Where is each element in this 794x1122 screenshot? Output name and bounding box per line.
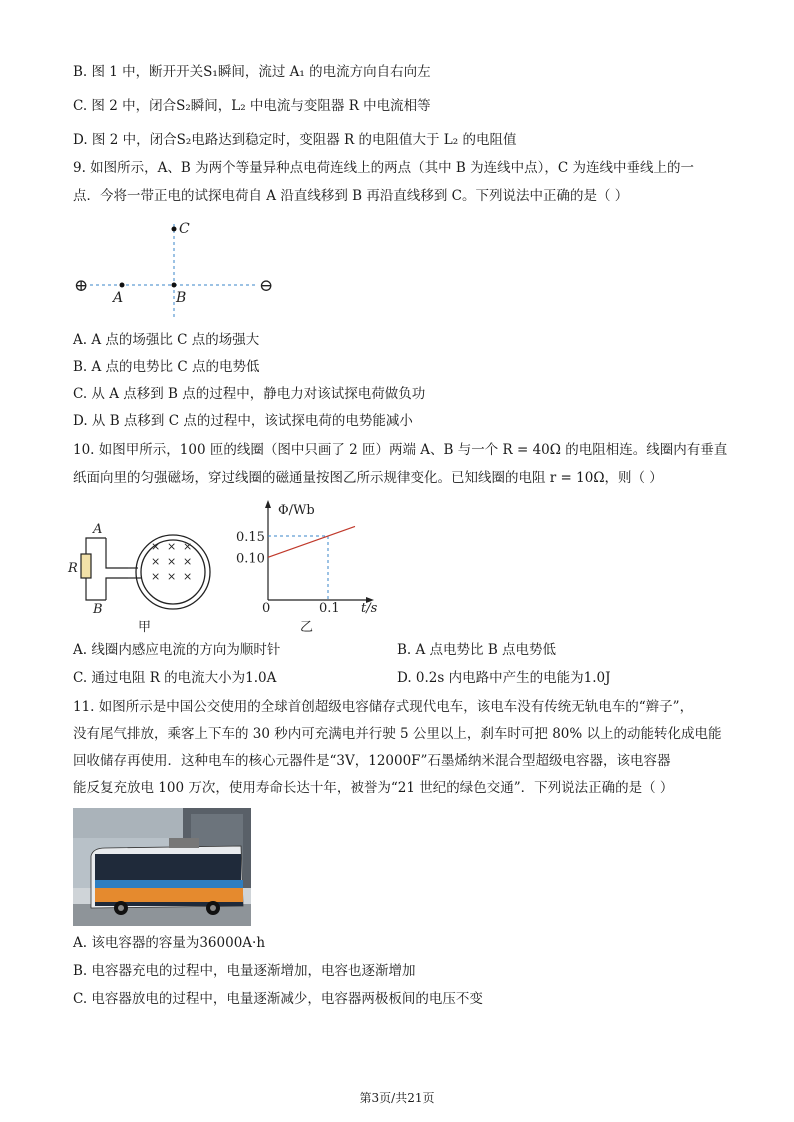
resistor-label: R [68, 561, 78, 576]
q11-stem-line2: 没有尾气排放，乘客上下车的 30 秒内可充满电并行驶 5 公里以上，刹车时可把 80% 以上的动能转化成电能 [73, 726, 722, 742]
q9-stem-line1: 9. 如图所示，A、B 为两个等量异种点电荷连线上的两点（其中 B 为连线中点），C 为连线中垂线上的一 [73, 160, 695, 176]
q9-option-a: A. A 点的场强比 C 点的场强大 [73, 332, 260, 348]
point-b-dot [172, 283, 177, 288]
label-c: C [179, 221, 190, 237]
terminal-a-label: A [93, 522, 103, 537]
q9-stem-line2: 点．今将一带正电的试探电荷自 A 沿直线移到 B 再沿直线移到 C。下列说法中正确的是（ ） [73, 188, 629, 204]
x-axis-label: t/s [361, 601, 378, 616]
q11-stem-line3: 回收储存再使用．这种电车的核心元器件是“3V，12000F”石墨烯纳米混合型超级电容器，该电容器 [73, 753, 671, 769]
point-c-dot [172, 227, 177, 232]
label-b: B [176, 290, 187, 306]
negative-charge-icon: ⊖ [259, 276, 274, 296]
q11-stem-line4: 能反复充放电 100 万次，使用寿命长达十年，被誉为“21 世纪的绿色交通”．下列说法正确的是（ ） [73, 780, 674, 796]
q10-option-c: C. 通过电阻 R 的电流大小为1.0A [73, 670, 277, 686]
q8-option-b: B. 图 1 中，断开开关S₁瞬间，流过 A₁ 的电流方向自右向左 [73, 64, 431, 80]
q10-option-d: D. 0.2s 内电路中产生的电能为1.0J [397, 670, 611, 686]
field-cross-icon: × [183, 540, 193, 553]
flux-time-chart [228, 496, 388, 636]
x-tick-0: 0 [262, 601, 271, 616]
field-cross-icon: × [151, 540, 161, 553]
q10-stem-line1: 10. 如图甲所示，100 匝的线圈（图中只画了 2 匝）两端 A、B 与一个 R = 40Ω 的电阻相连。线圈内有垂直 [73, 442, 728, 458]
field-cross-icon: × [167, 570, 177, 583]
q11-option-c: C. 电容器放电的过程中，电量逐渐减少，电容器两极板间的电压不变 [73, 991, 483, 1007]
q9-figure-charges [70, 218, 290, 318]
q9-option-b: B. A 点的电势比 C 点的电势低 [73, 359, 260, 375]
label-a: A [113, 290, 124, 306]
field-cross-icon: × [167, 555, 177, 568]
x-tick-0.1: 0.1 [319, 601, 340, 616]
figure-caption-jia: 甲 [138, 620, 152, 635]
q10-stem-line2: 纸面向里的匀强磁场，穿过线圈的磁通量按图乙所示规律变化。已知线圈的电阻 r = 10Ω，则（ ） [73, 470, 663, 486]
q10-option-a: A. 线圈内感应电流的方向为顺时针 [73, 642, 281, 658]
y-axis-label: Φ/Wb [278, 503, 315, 518]
q9-option-c: C. 从 A 点移到 B 点的过程中，静电力对该试探电荷做负功 [73, 386, 426, 402]
point-a-dot [120, 283, 125, 288]
flux-series-line [268, 526, 355, 557]
figure-caption-yi: 乙 [300, 620, 314, 635]
field-cross-icon: × [167, 540, 177, 553]
q11-option-b: B. 电容器充电的过程中，电量逐渐增加，电容也逐渐增加 [73, 963, 416, 979]
q9-option-d: D. 从 B 点移到 C 点的过程中，该试探电荷的电势能减小 [73, 413, 413, 429]
terminal-b-label: B [93, 602, 103, 617]
q10-option-b: B. A 点电势比 B 点电势低 [397, 642, 557, 658]
q10-figure-coil-circuit [66, 520, 226, 635]
q8-option-c: C. 图 2 中，闭合S₂瞬间，L₂ 中电流与变阻器 R 中电流相等 [73, 98, 431, 114]
positive-charge-icon: ⊕ [74, 276, 89, 296]
field-cross-icon: × [183, 570, 193, 583]
q8-option-d: D. 图 2 中，闭合S₂电路达到稳定时，变阻器 R 的电阻值大于 L₂ 的电阻值 [73, 132, 517, 148]
page-footer: 第3页/共21页 [359, 1091, 435, 1105]
field-cross-icon: × [151, 555, 161, 568]
q11-stem-line1: 11. 如图所示是中国公交使用的全球首创超级电容储存式现代电车，该电车没有传统无轨电车的“辫子”， [73, 699, 694, 715]
field-cross-icon: × [183, 555, 193, 568]
q11-option-a: A. 该电容器的容量为36000A·h [73, 935, 266, 951]
field-cross-icon: × [151, 570, 161, 583]
y-tick-0.10: 0.10 [236, 551, 265, 567]
y-tick-0.15: 0.15 [236, 530, 265, 545]
bus-photo [73, 808, 251, 926]
resistor-icon [81, 554, 91, 578]
